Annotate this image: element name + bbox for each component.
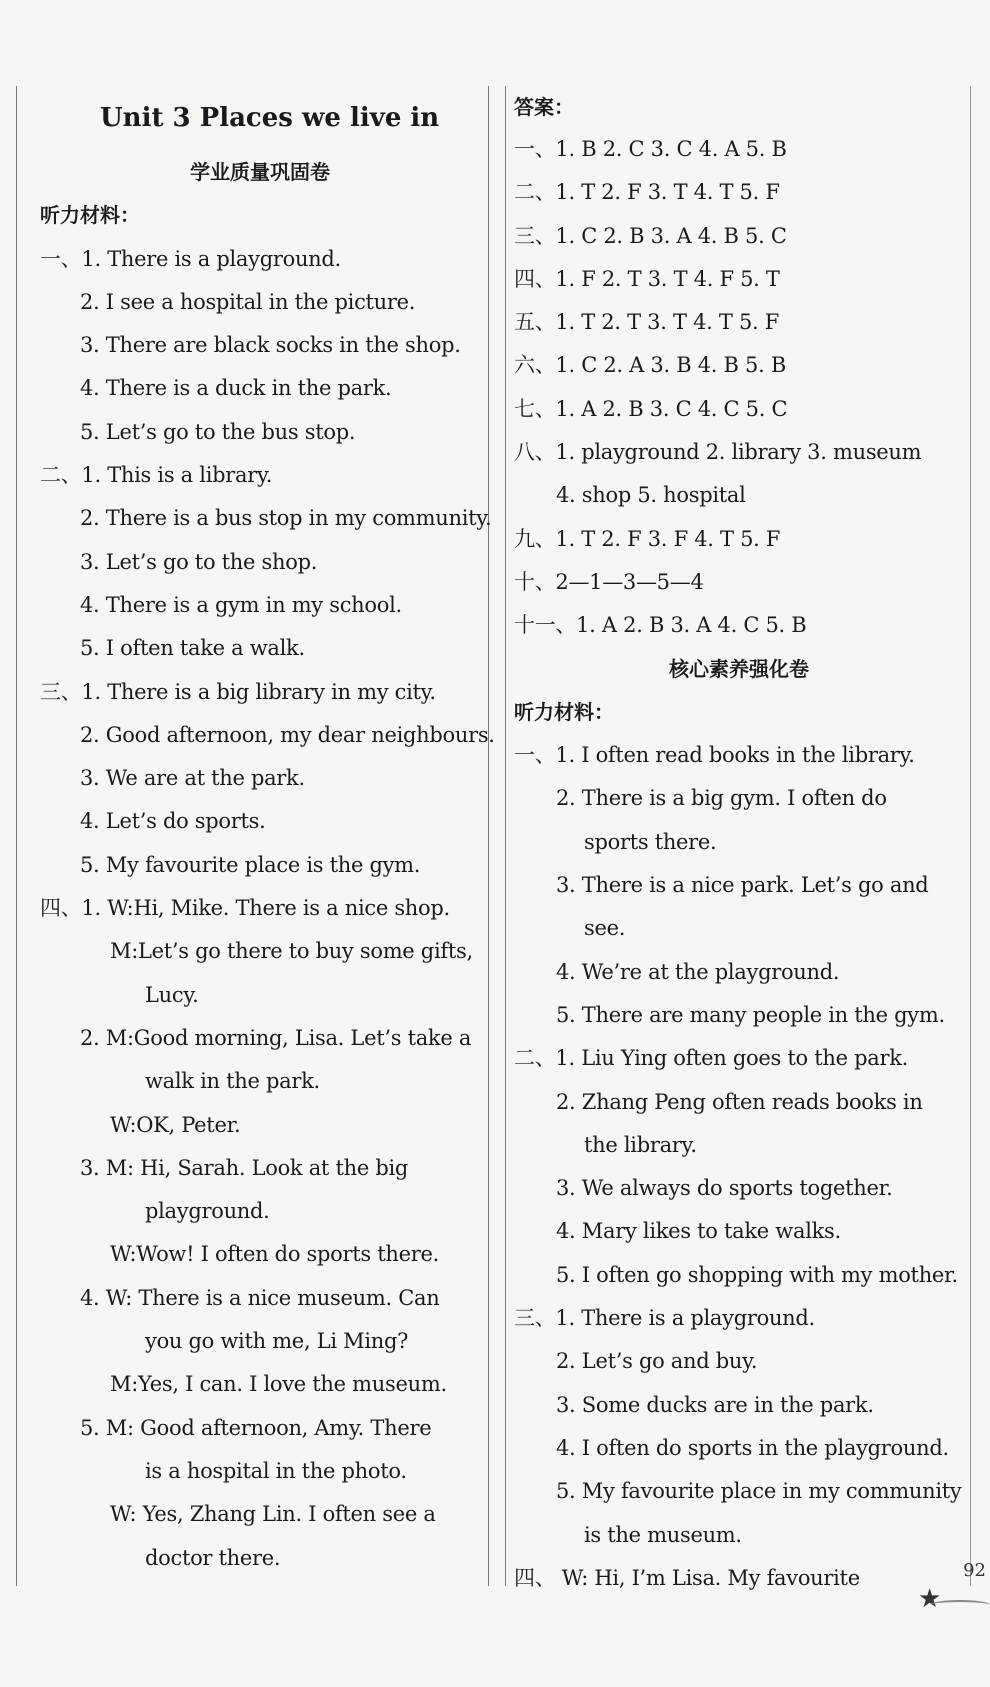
transcript-line: 2. There is a big gym. I often do xyxy=(556,786,887,811)
transcript-line: walk in the park. xyxy=(145,1069,320,1094)
transcript-line: 4. W: There is a nice museum. Can xyxy=(80,1285,440,1310)
answer-key-lines xyxy=(514,128,964,648)
transcript-line: 二、1. This is a library. xyxy=(40,463,273,488)
center-divider-rule xyxy=(488,86,489,1586)
left-transcript-lines xyxy=(40,238,495,1580)
transcript-line: 5. M: Good afternoon, Amy. There xyxy=(80,1415,432,1440)
transcript-line: 3. There are black socks in the shop. xyxy=(80,333,461,358)
unit-title: Unit 3 Places we live in xyxy=(100,103,440,133)
right-margin-rule xyxy=(970,86,971,1586)
transcript-line: the library. xyxy=(584,1132,697,1157)
transcript-line: playground. xyxy=(145,1199,270,1224)
transcript-line: is a hospital in the photo. xyxy=(145,1458,407,1483)
transcript-line: doctor there. xyxy=(145,1545,281,1570)
transcript-line: 2. Good afternoon, my dear neighbours. xyxy=(80,722,495,747)
answer-line: 十一、1. A 2. B 3. A 4. C 5. B xyxy=(514,613,807,638)
right-transcript-lines xyxy=(514,734,964,1600)
transcript-line: 4. There is a gym in my school. xyxy=(80,592,402,617)
transcript-line: 2. M:Good morning, Lisa. Let’s take a xyxy=(80,1025,472,1050)
transcript-line: Lucy. xyxy=(145,982,199,1007)
answers-label: 答案： xyxy=(514,95,574,119)
center-divider-rule-2 xyxy=(505,86,506,1586)
transcript-line: 5. My favourite place in my community xyxy=(556,1479,962,1504)
transcript-line: 5. There are many people in the gym. xyxy=(556,1002,945,1027)
transcript-line: 2. Let’s go and buy. xyxy=(556,1349,758,1374)
transcript-line: 3. M: Hi, Sarah. Look at the big xyxy=(80,1155,409,1180)
answer-line: 六、1. C 2. A 3. B 4. B 5. B xyxy=(514,353,786,378)
right-column xyxy=(514,86,964,1600)
transcript-line: 5. My favourite place is the gym. xyxy=(80,852,421,877)
transcript-line: 3. Some ducks are in the park. xyxy=(556,1392,874,1417)
transcript-line: 2. Zhang Peng often reads books in xyxy=(556,1089,923,1114)
answer-line: 八、1. playground 2. library 3. museum xyxy=(514,440,922,465)
listening-material-label-2: 听力材料： xyxy=(514,699,614,724)
transcript-line: 三、1. There is a playground. xyxy=(514,1306,815,1331)
section-title-core-literacy: 核心素养强化卷 xyxy=(669,656,809,681)
transcript-line: 一、1. There is a playground. xyxy=(40,246,341,271)
transcript-line: 5. I often go shopping with my mother. xyxy=(556,1262,958,1287)
transcript-line: 4. Mary likes to take walks. xyxy=(556,1219,841,1244)
page-number: 92 xyxy=(963,1560,986,1581)
star-icon: ★ xyxy=(918,1584,942,1614)
transcript-line: W: Yes, Zhang Lin. I often see a xyxy=(110,1502,436,1527)
transcript-line: 3. There is a nice park. Let’s go and xyxy=(556,873,929,898)
transcript-line: M:Let’s go there to buy some gifts, xyxy=(110,939,473,964)
answer-line: 一、1. B 2. C 3. C 4. A 5. B xyxy=(514,137,787,161)
listening-material-label: 听力材料： xyxy=(40,203,140,228)
left-margin-rule xyxy=(16,86,17,1586)
left-column xyxy=(40,86,495,1580)
answer-line: 九、1. T 2. F 3. F 4. T 5. F xyxy=(514,526,781,551)
transcript-line: see. xyxy=(584,916,626,941)
swoosh-decoration xyxy=(930,1600,990,1610)
transcript-line: 一、1. I often read books in the library. xyxy=(514,743,915,768)
transcript-line: 2. There is a bus stop in my community. xyxy=(80,506,492,531)
transcript-line: 5. I often take a walk. xyxy=(80,636,305,661)
transcript-line: you go with me, Li Ming? xyxy=(145,1329,409,1354)
transcript-line: sports there. xyxy=(584,829,717,854)
transcript-line: 4. There is a duck in the park. xyxy=(80,376,392,401)
answer-line: 十、2—1—3—5—4 xyxy=(514,569,704,594)
answer-line: 三、1. C 2. B 3. A 4. B 5. C xyxy=(514,223,787,248)
answer-line: 四、1. F 2. T 3. T 4. F 5. T xyxy=(514,266,780,291)
transcript-line: 3. We are at the park. xyxy=(80,766,305,791)
transcript-line: 3. We always do sports together. xyxy=(556,1176,893,1201)
transcript-line: 3. Let’s go to the shop. xyxy=(80,549,318,574)
transcript-line: 4. I often do sports in the playground. xyxy=(556,1435,949,1460)
answer-line: 二、1. T 2. F 3. T 4. T 5. F xyxy=(514,180,780,205)
transcript-line: W:OK, Peter. xyxy=(110,1112,241,1137)
transcript-line: W:Wow! I often do sports there. xyxy=(110,1242,439,1267)
transcript-line: 四、1. W:Hi, Mike. There is a nice shop. xyxy=(40,896,450,921)
answer-line: 五、1. T 2. T 3. T 4. T 5. F xyxy=(514,310,780,335)
transcript-line: 四、 W: Hi, I’m Lisa. My favourite xyxy=(514,1565,860,1590)
transcript-line: 4. Let’s do sports. xyxy=(80,809,266,834)
transcript-line: 5. Let’s go to the bus stop. xyxy=(80,419,356,444)
answer-line: 4. shop 5. hospital xyxy=(556,483,746,508)
transcript-line: 二、1. Liu Ying often goes to the park. xyxy=(514,1046,909,1071)
transcript-line: is the museum. xyxy=(584,1522,742,1547)
transcript-line: 4. We’re at the playground. xyxy=(556,959,840,984)
transcript-line: M:Yes, I can. I love the museum. xyxy=(110,1372,447,1397)
answer-line: 七、1. A 2. B 3. C 4. C 5. C xyxy=(514,396,788,421)
transcript-line: 三、1. There is a big library in my city. xyxy=(40,679,436,704)
section-title-consolidation: 学业质量巩固卷 xyxy=(190,160,330,184)
transcript-line: 2. I see a hospital in the picture. xyxy=(80,289,416,314)
